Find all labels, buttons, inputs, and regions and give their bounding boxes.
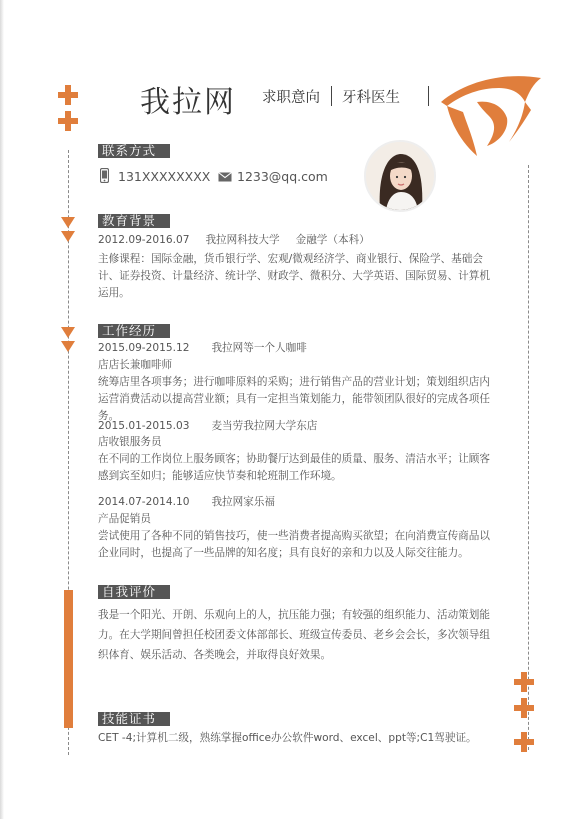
section-title-education: 教育背景 [98,214,170,228]
page-edge-shadow [0,0,4,819]
job-period: 2015.01-2015.03 [98,420,190,432]
job-position: 店店长兼咖啡师 [98,359,173,371]
phone-number: 131XXXXXXXX [118,169,211,184]
education-school: 我拉网科技大学 [205,234,280,246]
phone-icon [100,168,109,183]
job-intent-value: 牙科医生 [342,90,400,106]
job-company: 我拉网等一个人咖啡 [211,342,307,354]
job-position: 产品促销员 [98,513,151,525]
job-position: 店收银服务员 [98,436,162,448]
plus-icon [514,672,534,692]
skills-text: CET -4;计算机二级，熟练掌握office办公软件word、excel、ppt等;C1驾驶证。 [98,732,477,744]
section-title-skills: 技能证书 [98,712,170,726]
section-title-contact: 联系方式 [98,144,170,158]
job-header [98,418,317,435]
job-description: 在不同的工作岗位上服务顾客；协助餐厅达到最佳的质量、服务、清洁水平；让顾客感到宾至如归；能够适应快节奏和轮班制工作环境。 [98,453,490,482]
education-major: 金融学（本科） [295,234,370,246]
triangle-down-icon [61,231,75,242]
plus-icon [58,111,78,131]
header-divider [331,86,332,106]
email-icon [218,172,232,182]
email-address: 1233@qq.com [237,169,328,184]
right-dashed-line [528,165,529,750]
section-title-work: 工作经历 [98,324,170,338]
job-description: 统筹店里各项事务；进行咖啡原料的采购；进行销售产品的营业计划；策划组织店内运营消费活动以提高营业额；具有一定担当策划能力，能带领团队很好的完成各项任务。 [98,376,490,422]
logo-mark [437,72,547,158]
job-header [98,340,307,357]
accent-bar [64,590,73,728]
plus-icon [58,85,78,105]
job-period: 2015.09-2015.12 [98,342,190,354]
plus-icon [514,732,534,752]
education-courses: 主修课程：国际金融，货币银行学、宏观/微观经济学、商业银行、保险学、基础会计、证券投资、计量经济、统计学、财政学、微积分、大学英语、国际贸易、计算机运用。 [98,253,490,299]
education-line [98,232,370,249]
section-title-self-eval: 自我评价 [98,585,170,599]
job-intent-label: 求职意向 [262,90,320,106]
education-period: 2012.09-2016.07 [98,234,190,246]
job-company: 麦当劳我拉网大学东店 [211,420,318,432]
header-divider [428,86,429,106]
job-company: 我拉网家乐福 [211,496,276,508]
job-description: 尝试使用了各种不同的销售技巧，使一些消费者提高购买欲望；在向消费宣传商品以企业同时，也提高了一些品牌的知名度；具有良好的亲和力以及人际交往能力。 [98,530,490,559]
job-header [98,494,275,511]
triangle-down-icon [61,341,75,352]
candidate-name: 我拉网 [140,85,236,120]
job-period: 2014.07-2014.10 [98,496,190,508]
avatar [364,140,436,212]
self-eval-text: 我是一个阳光、开朗、乐观向上的人，抗压能力强；有较强的组织能力、活动策划能力。在大学期间曾担任校团委文体部部长、班级宣传委员、老乡会会长，多次领导组织体育、娱乐活动、各类晚会，并取得良好效果。 [98,609,490,661]
triangle-down-icon [61,327,75,338]
triangle-down-icon [61,217,75,228]
plus-icon [514,698,534,718]
